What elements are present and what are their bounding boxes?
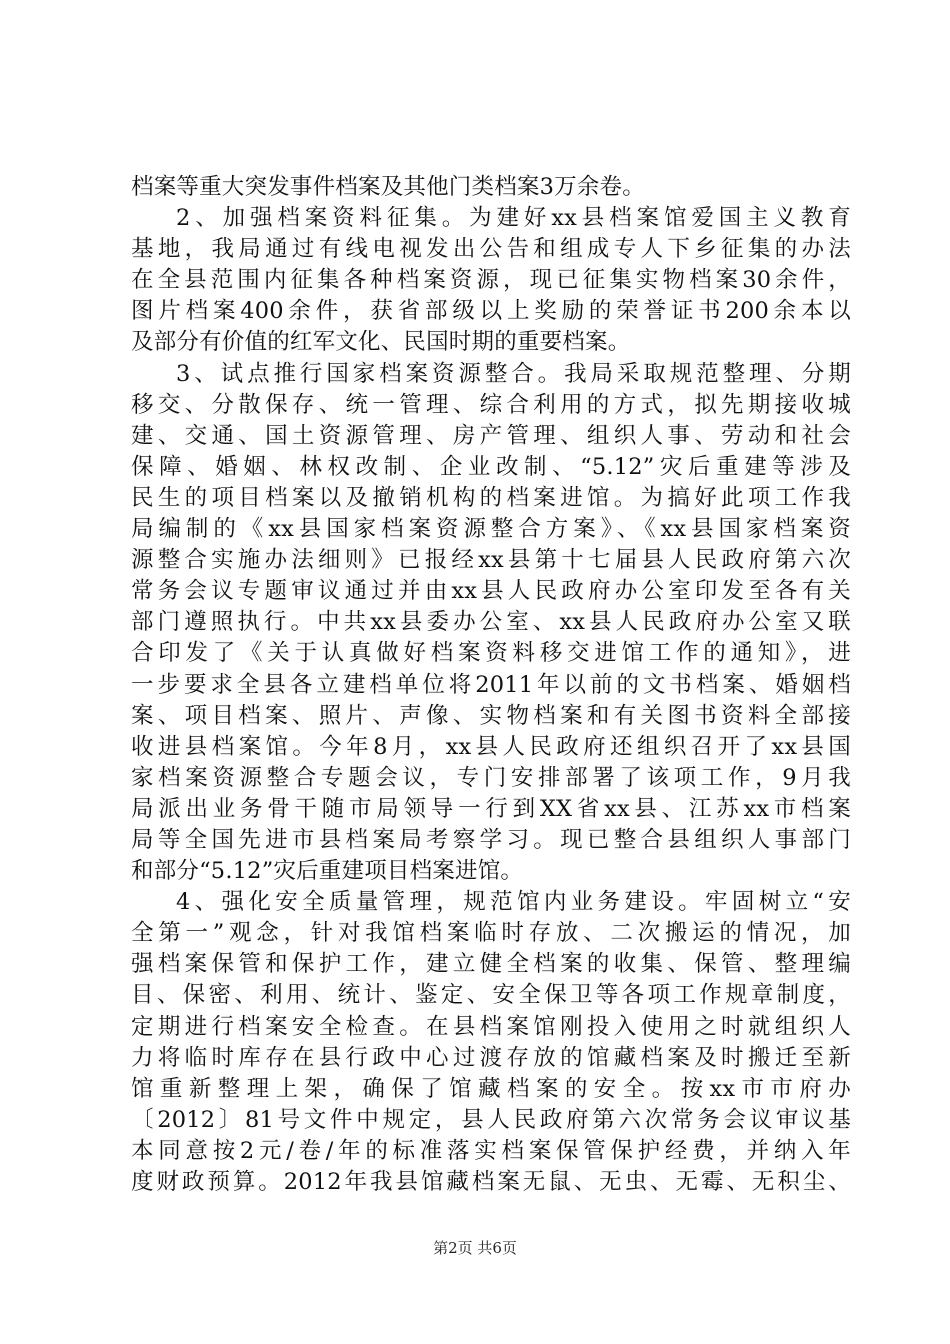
- text-line: 保障、婚姻、林权改制、企业改制、“5.12”灾后重建等涉及: [131, 453, 851, 480]
- text-line: 移交、分散保存、统一管理、综合利用的方式，拟先期接收城: [131, 391, 851, 418]
- text-line: 馆重新整理上架，确保了馆藏档案的安全。按xx市市府办: [131, 1075, 851, 1102]
- text-line: 局派出业务骨干随市局领导一行到XX省xx县、江苏xx市档案: [131, 795, 851, 822]
- text-line: 家档案资源整合专题会议，专门安排部署了该项工作，9月我: [131, 764, 851, 791]
- text-line: 强档案保管和保护工作，建立健全档案的收集、保管、整理编: [131, 951, 851, 978]
- text-line: 本同意按2元/卷/年的标准落实档案保管保护经费，并纳入年: [131, 1137, 851, 1164]
- text-line: 建、交通、国土资源管理、房产管理、组织人事、劳动和社会: [131, 422, 851, 449]
- text-line: 度财政预算。2012年我县馆藏档案无鼠、无虫、无霉、无积尘、: [131, 1169, 851, 1195]
- text-line: 及部分有价值的红军文化、民国时期的重要档案。: [131, 329, 631, 356]
- text-line: 部门遵照执行。中共xx县委办公室、xx县人民政府办公室又联: [131, 609, 851, 636]
- paragraph-4-start: 4、强化安全质量管理，规范馆内业务建设。牢固树立“安: [176, 889, 851, 916]
- text-line: 局等全国先进市县档案局考察学习。现已整合县组织人事部门: [131, 826, 851, 853]
- text-line: 一步要求全县各立建档单位将2011年以前的文书档案、婚姻档: [131, 671, 851, 698]
- paragraph-2-start: 2、加强档案资料征集。为建好xx县档案馆爱国主义教育: [176, 205, 851, 232]
- text-line: 案、项目档案、照片、声像、实物档案和有关图书资料全部接: [131, 702, 851, 729]
- text-line: 图片档案400余件，获省部级以上奖励的荣誉证书200余本以: [131, 298, 851, 325]
- text-line: 和部分“5.12”灾后重建项目档案进馆。: [131, 858, 524, 885]
- text-line: 合印发了《关于认真做好档案资料移交进馆工作的通知》，进: [131, 640, 851, 667]
- paragraph-3-start: 3、试点推行国家档案资源整合。我局采取规范整理、分期: [176, 360, 851, 387]
- body-text: [131, 172, 851, 1198]
- text-line: 档案等重大突发事件档案及其他门类档案3万余卷。: [131, 174, 645, 200]
- text-line: 力将临时库存在县行政中心过渡存放的馆藏档案及时搬迁至新: [131, 1044, 851, 1071]
- text-line: 基地，我局通过有线电视发出公告和组成专人下乡征集的办法: [131, 236, 851, 263]
- text-line: 常务会议专题审议通过并由xx县人民政府办公室印发至各有关: [131, 578, 851, 605]
- text-line: 在全县范围内征集各种档案资源，现已征集实物档案30余件，: [131, 267, 851, 294]
- text-line: 全第一”观念，针对我馆档案临时存放、二次搬运的情况，加: [131, 920, 851, 947]
- text-line: 源整合实施办法细则》已报经xx县第十七届县人民政府第六次: [131, 547, 851, 574]
- text-line: 目、保密、利用、统计、鉴定、安全保卫等各项工作规章制度，: [131, 982, 851, 1009]
- text-line: 民生的项目档案以及撤销机构的档案进馆。为搞好此项工作我: [131, 484, 851, 511]
- text-line: 局编制的《xx县国家档案资源整合方案》、《xx县国家档案资: [131, 516, 851, 543]
- text-line: 〔2012〕81号文件中规定，县人民政府第六次常务会议审议基: [131, 1106, 851, 1133]
- text-line: 收进县档案馆。今年8月，xx县人民政府还组织召开了xx县国: [131, 733, 851, 760]
- page-number-footer: 第2页 共6页: [433, 1239, 517, 1257]
- text-line: 定期进行档案安全检查。在县档案馆刚投入使用之时就组织人: [131, 1013, 851, 1040]
